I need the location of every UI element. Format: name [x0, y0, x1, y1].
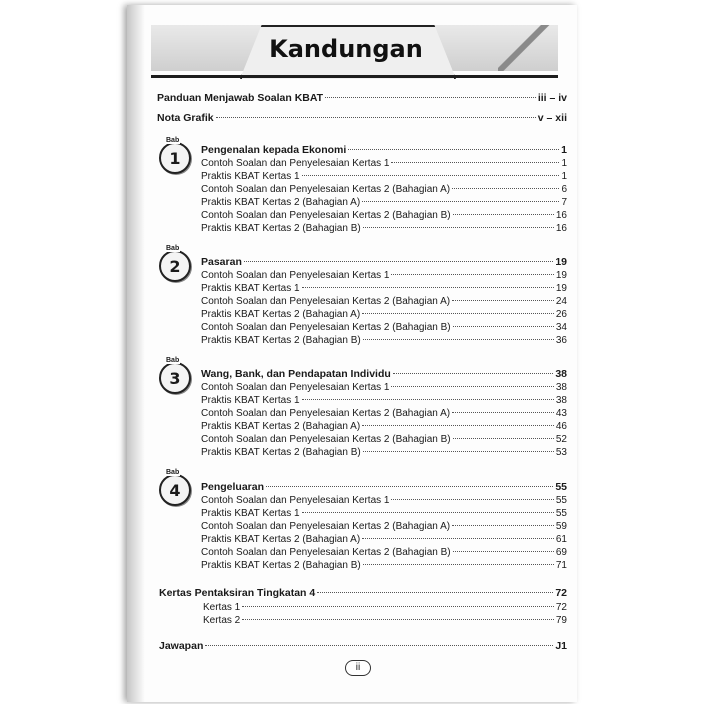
- toc-item[interactable]: Contoh Soalan dan Penyelesaian Kertas 2 (Bahagian B) 52: [201, 434, 567, 445]
- chapter-badge: Bab 2: [159, 250, 191, 282]
- chapter-badge: Bab 4: [159, 474, 191, 506]
- chapter-badge: Bab 1: [159, 142, 191, 174]
- toc-item[interactable]: Contoh Soalan dan Penyelesaian Kertas 2 (Bahagian A) 43: [201, 408, 567, 419]
- toc-item[interactable]: Contoh Soalan dan Penyelesaian Kertas 2 (Bahagian B) 16: [201, 210, 567, 221]
- toc-item[interactable]: Contoh Soalan dan Penyelesaian Kertas 2 (Bahagian B) 69: [201, 547, 567, 558]
- chapter-title-3[interactable]: Wang, Bank, dan Pendapatan Individu 38: [201, 368, 567, 380]
- toc-item[interactable]: Contoh Soalan dan Penyelesaian Kertas 2 (Bahagian A) 24: [201, 296, 567, 307]
- toc-item[interactable]: Praktis KBAT Kertas 2 (Bahagian B) 16: [201, 223, 567, 234]
- chapter-title-2[interactable]: Pasaran 19: [201, 256, 567, 268]
- dot-leader: [393, 373, 554, 374]
- chapter-badge: Bab 3: [159, 362, 191, 394]
- toc-entry-panduan[interactable]: [157, 92, 567, 104]
- dot-leader: [216, 117, 536, 118]
- toc-item[interactable]: Praktis KBAT Kertas 2 (Bahagian B) 36: [201, 335, 567, 346]
- toc-entry-label: Nota Grafik: [157, 112, 214, 124]
- toc-item[interactable]: Praktis KBAT Kertas 2 (Bahagian B) 53: [201, 447, 567, 458]
- toc-item[interactable]: Praktis KBAT Kertas 1 19: [201, 283, 567, 294]
- toc-item[interactable]: Contoh Soalan dan Penyelesaian Kertas 2 (Bahagian B) 34: [201, 322, 567, 333]
- toc-item[interactable]: Kertas 2 79: [203, 615, 567, 626]
- toc-item[interactable]: Praktis KBAT Kertas 1 55: [201, 508, 567, 519]
- page-title: Kandungan: [269, 35, 423, 63]
- toc-item[interactable]: Praktis KBAT Kertas 2 (Bahagian B) 71: [201, 560, 567, 571]
- toc-item[interactable]: Contoh Soalan dan Penyelesaian Kertas 1 38: [201, 382, 567, 393]
- chapter-title-1[interactable]: Pengenalan kepada Ekonomi 1: [201, 144, 567, 156]
- chapter-title-4[interactable]: Pengeluaran 55: [201, 481, 567, 493]
- dot-leader: [317, 592, 553, 593]
- book-page: [127, 5, 577, 702]
- toc-item[interactable]: Contoh Soalan dan Penyelesaian Kertas 1 55: [201, 495, 567, 506]
- toc-item[interactable]: Praktis KBAT Kertas 1 1: [201, 171, 567, 182]
- toc-item[interactable]: Kertas 1 72: [203, 602, 567, 613]
- toc-entry-label: Panduan Menjawab Soalan KBAT: [157, 92, 324, 104]
- dot-leader: [325, 97, 536, 98]
- toc-item[interactable]: Praktis KBAT Kertas 2 (Bahagian A) 7: [201, 197, 567, 208]
- page-number: ii: [345, 660, 371, 676]
- toc-entry-page: v – xii: [537, 112, 567, 124]
- toc-item[interactable]: Praktis KBAT Kertas 2 (Bahagian A) 61: [201, 534, 567, 545]
- dot-leader: [244, 261, 553, 262]
- toc-entry-nota-grafik[interactable]: [157, 112, 567, 124]
- header-rule: [151, 75, 558, 78]
- toc-item[interactable]: Contoh Soalan dan Penyelesaian Kertas 1 19: [201, 270, 567, 281]
- toc-entry-assessment[interactable]: Kertas Pentaksiran Tingkatan 4 72: [159, 587, 567, 599]
- toc-entry-page: iii – iv: [537, 92, 567, 104]
- dot-leader: [205, 645, 553, 646]
- toc-item[interactable]: Praktis KBAT Kertas 2 (Bahagian A) 46: [201, 421, 567, 432]
- toc-entry-jawapan[interactable]: Jawapan J1: [159, 640, 567, 652]
- toc-item[interactable]: Contoh Soalan dan Penyelesaian Kertas 2 (Bahagian A) 59: [201, 521, 567, 532]
- dot-leader: [348, 149, 559, 150]
- toc-item[interactable]: Contoh Soalan dan Penyelesaian Kertas 2 (Bahagian A) 6: [201, 184, 567, 195]
- toc-item[interactable]: Contoh Soalan dan Penyelesaian Kertas 1 1: [201, 158, 567, 169]
- toc-item[interactable]: Praktis KBAT Kertas 2 (Bahagian A) 26: [201, 309, 567, 320]
- dot-leader: [266, 486, 553, 487]
- toc-item[interactable]: Praktis KBAT Kertas 1 38: [201, 395, 567, 406]
